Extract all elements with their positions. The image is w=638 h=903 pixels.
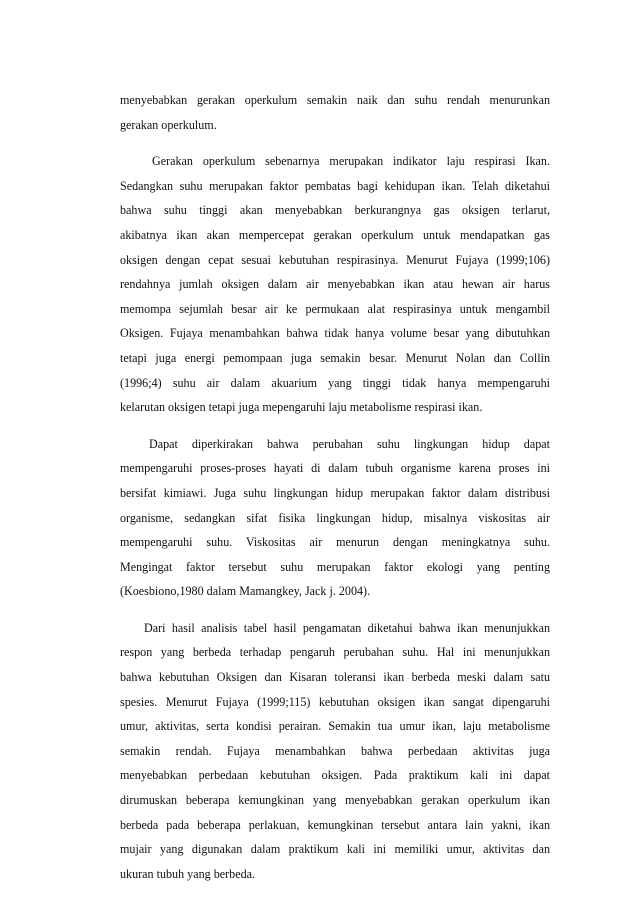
text-line: rendahnya jumlah oksigen dalam air menyebabkan ikan atau hewan air harus xyxy=(120,277,550,292)
text-line: oksigen dengan cepat sesuai kebutuhan respirasinya. Menurut Fujaya (1999;106) xyxy=(120,252,550,267)
text-line: mujair yang digunakan dalam praktikum kali ini memiliki umur, aktivitas dan xyxy=(120,842,550,857)
text-line: Dapat diperkirakan bahwa perubahan suhu lingkungan hidup dapat xyxy=(149,436,550,451)
paragraph-gap xyxy=(120,604,550,616)
text-line: Oksigen. Fujaya menambahkan bahwa tidak hanya volume besar yang dibutuhkan xyxy=(120,326,550,341)
text-line: (1996;4) suhu air dalam akuarium yang tinggi tidak hanya mempengaruhi xyxy=(120,375,550,390)
text-line: tetapi juga energi pemompaan juga semakin besar. Menurut Nolan dan Collin xyxy=(120,350,550,365)
text-line: respon yang berbeda terhadap pengaruh perubahan suhu. Hal ini menunjukkan xyxy=(120,645,550,660)
text-line: Gerakan operkulum sebenarnya merupakan indikator laju respirasi Ikan. xyxy=(152,154,550,169)
text-line: (Koesbiono,1980 dalam Mamangkey, Jack j. 2004). xyxy=(120,584,371,599)
text-line: memompa sejumlah besar air ke permukaan alat respirasinya untuk mengambil xyxy=(120,301,550,316)
text-line: organisme, sedangkan sifat fisika lingkungan hidup, misalnya viskositas air xyxy=(120,510,550,525)
text-line: mempengaruhi suhu. Viskositas air menurun dengan meningkatnya suhu. xyxy=(120,535,550,550)
paragraph-gap xyxy=(120,137,550,149)
text-line: menyebabkan gerakan operkulum semakin naik dan suhu rendah menurunkan xyxy=(120,93,550,107)
text-line: umur, aktivitas, serta kondisi perairan. Semakin tua umur ikan, laju metabolisme xyxy=(120,719,550,734)
text-line: akibatnya ikan akan mempercepat gerakan operkulum untuk mendapatkan gas xyxy=(120,227,550,242)
text-line: bersifat kimiawi. Juga suhu lingkungan hidup merupakan faktor dalam distribusi xyxy=(120,485,550,500)
text-line: ukuran tubuh yang berbeda. xyxy=(120,866,256,881)
text-line: menyebabkan perbedaan kebutuhan oksigen. Pada praktikum kali ini dapat xyxy=(120,768,550,783)
text-line: bahwa suhu tinggi akan menyebabkan berkurangnya gas oksigen terlarut, xyxy=(120,203,550,218)
text-line: kelarutan oksigen tetapi juga mepengaruhi laju metabolisme respirasi ikan. xyxy=(120,400,483,415)
paragraph-gap xyxy=(120,420,550,432)
paragraph xyxy=(120,88,550,137)
text-line: semakin rendah. Fujaya menambahkan bahwa perbedaan aktivitas juga xyxy=(120,743,550,758)
text-line: Mengingat faktor tersebut suhu merupakan faktor ekologi yang penting xyxy=(120,559,550,574)
text-line: gerakan operkulum. xyxy=(120,117,217,132)
text-line: Dari hasil analisis tabel hasil pengamatan diketahui bahwa ikan menunjukkan xyxy=(144,620,550,635)
text-line: mempengaruhi proses-proses hayati di dalam tubuh organisme karena proses ini xyxy=(120,461,550,476)
text-line: berbeda pada beberapa perlakuan, kemungkinan tersebut antara lain yakni, ikan xyxy=(120,817,550,832)
text-line: Sedangkan suhu merupakan faktor pembatas bagi kehidupan ikan. Telah diketahui xyxy=(120,178,550,193)
text-line: dirumuskan beberapa kemungkinan yang menyebabkan gerakan operkulum ikan xyxy=(120,793,550,808)
paragraph xyxy=(120,616,550,887)
text-line: bahwa kebutuhan Oksigen dan Kisaran toleransi ikan berbeda meski dalam satu xyxy=(120,670,550,685)
text-line: spesies. Menurut Fujaya (1999;115) kebutuhan oksigen ikan sangat dipengaruhi xyxy=(120,694,550,709)
paragraph xyxy=(120,432,550,604)
body-text xyxy=(120,88,550,886)
paragraph xyxy=(120,149,550,420)
